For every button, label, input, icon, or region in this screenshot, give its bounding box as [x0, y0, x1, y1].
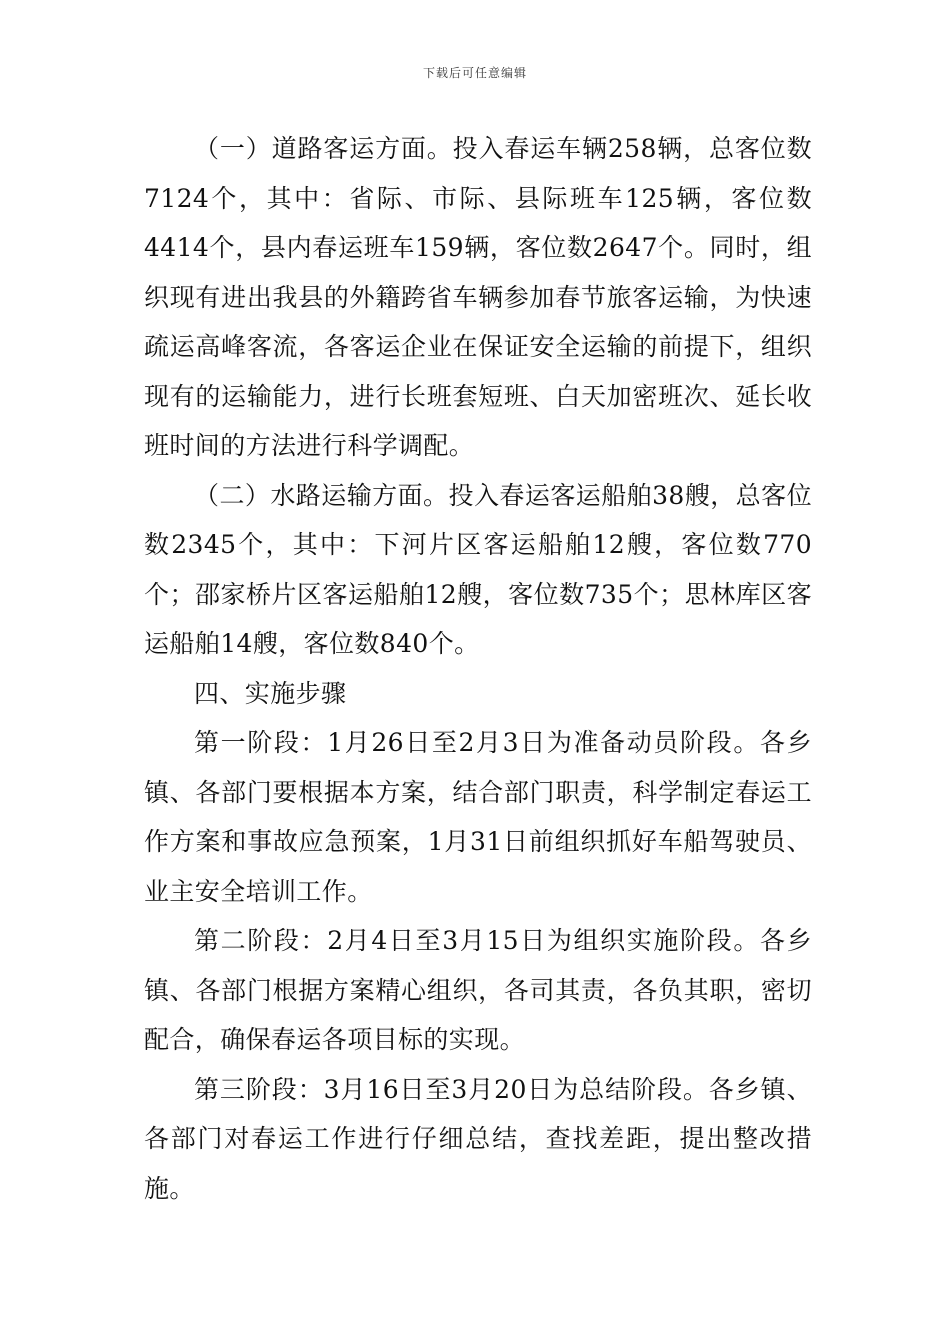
- header-note: 下载后可任意编辑: [422, 66, 527, 80]
- paragraph-water-transport: （二）水路运输方面。投入春运客运船舶38艘，总客位数2345个，其中：下河片区客运船舶12艘，客位数770个；邵家桥片区客运船舶12艘，客位数735个；思林库区客运船舶14艘，客位数840个。: [144, 480, 812, 658]
- paragraph-stage-one: 第一阶段：1月26日至2月3日为准备动员阶段。各乡镇、各部门要根据本方案，结合部门职责，科学制定春运工作方案和事故应急预案，1月31日前组织抓好车船驾驶员、业主安全培训工作。: [144, 728, 812, 906]
- paragraph-road-transport: （一）道路客运方面。投入春运车辆258辆，总客位数7124个，其中：省际、市际、县际班车125辆，客位数4414个，县内春运班车159辆，客位数2647个。同时，组织现有进出我县的外籍跨省车辆参加春节旅客运输，为快速疏运高峰客流，各客运企业在保证安全运输的前提下，组织现有的运输能力，进行长班套短班、白天加密班次、延长收班时间的方法进行科学调配。: [144, 134, 812, 460]
- paragraph-stage-three: 第三阶段：3月16日至3月20日为总结阶段。各乡镇、各部门对春运工作进行仔细总结，查找差距，提出整改措施。: [144, 1074, 812, 1203]
- document-body: [144, 124, 812, 1213]
- paragraph-stage-two: 第二阶段：2月4日至3月15日为组织实施阶段。各乡镇、各部门根据方案精心组织，各司其责，各负其职，密切配合，确保春运各项目标的实现。: [144, 926, 812, 1054]
- section-heading-implementation-steps: 四、实施步骤: [194, 678, 347, 708]
